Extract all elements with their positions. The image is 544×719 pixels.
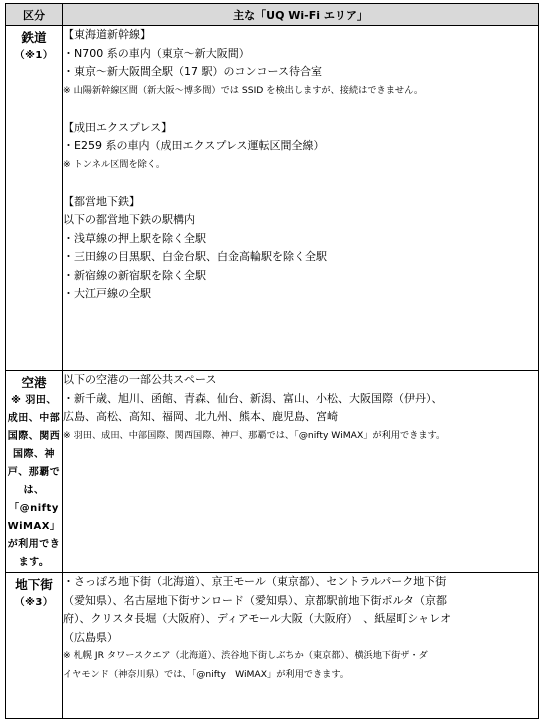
list-item: 府）、クリスタ長堀（大阪府）、ディアモール大阪（大阪府） 、紙屋町シャレオ xyxy=(63,612,452,625)
footnote: ※ 札幌 JR タワースクエア（北海道）、渋谷地下街しぶちか（東京都）、横浜地下街ザ・ダ xyxy=(63,650,428,661)
list-item: （広島県） xyxy=(63,630,118,644)
rail-row xyxy=(6,26,539,371)
category-name: 鉄道 xyxy=(21,30,47,45)
footnote: イヤモンド（神奈川県）では、「@nifty WiMAX」が利用できます。 xyxy=(63,668,349,680)
list-item: ・新千歳、旭川、函館、青森、仙台、新潟、富山、小松、大阪国際（伊丹）、 xyxy=(63,391,443,405)
section-heading: 【成田エクスプレス】 xyxy=(63,120,173,134)
section-intro: 以下の都営地下鉄の駅構内 xyxy=(63,213,195,226)
category-note: ※ 羽田、成田、中部国際、関西国際、神戸、那覇では、「@nifty WiMAX」が利用できます。 xyxy=(7,395,61,568)
header-row xyxy=(6,4,539,26)
category-note: （※3） xyxy=(14,597,54,608)
footnote: ※ 羽田、成田、中部国際、関西国際、神戸、那覇では、「@nifty WiMAX」が利用できます。 xyxy=(63,429,446,441)
airport-details xyxy=(63,371,539,573)
list-item: 広島、高松、高知、福岡、北九州、熊本、鹿児島、宮崎 xyxy=(63,410,338,423)
underground-details xyxy=(63,573,539,719)
category-name: 地下街 xyxy=(15,577,53,592)
section-intro: 以下の空港の一部公共スペース xyxy=(63,373,217,386)
list-item: ・E259 系の車内（成田エクスプレス運転区間全線） xyxy=(63,139,325,152)
underground-row xyxy=(6,573,539,719)
airport-category xyxy=(6,371,63,573)
section-heading: 【東海道新幹線】 xyxy=(63,28,151,41)
rail-details xyxy=(63,26,539,371)
list-item: ・大江戸線の全駅 xyxy=(63,287,151,300)
category-note: （※1） xyxy=(14,50,54,61)
list-item: ・三田線の目黒駅、白金台駅、白金高輪駅を除く全駅 xyxy=(63,250,327,263)
list-item: ・さっぽろ地下街（北海道）、京王モール（東京都）、セントラルパーク地下街 xyxy=(63,575,447,588)
footnote: ※ 山陽新幹線区間（新大阪～博多間）では SSID を検出しますが、接続はできません。 xyxy=(63,84,424,96)
wifi-area-table xyxy=(5,3,539,719)
airport-row xyxy=(6,371,539,573)
list-item: ・N700 系の車内（東京～新大阪間） xyxy=(63,46,250,60)
rail-category xyxy=(6,26,63,371)
underground-category xyxy=(6,573,63,719)
list-item: （愛知県）、名古屋地下街サンロード（愛知県）、京都駅前地下街ポルタ（京都 xyxy=(63,593,448,607)
section-heading: 【都営地下鉄】 xyxy=(63,194,140,208)
footnote: ※ トンネル区間を除く。 xyxy=(63,158,166,170)
list-item: ・東京～新大阪間全駅（17 駅）のコンコース待合室 xyxy=(63,65,322,78)
list-item: ・新宿線の新宿駅を除く全駅 xyxy=(63,268,206,282)
header-area: 主な「UQ Wi-Fi エリア」 xyxy=(63,4,539,26)
category-name: 空港 xyxy=(21,375,47,390)
list-item: ・浅草線の押上駅を除く全駅 xyxy=(63,231,206,245)
header-category: 区分 xyxy=(6,4,63,26)
